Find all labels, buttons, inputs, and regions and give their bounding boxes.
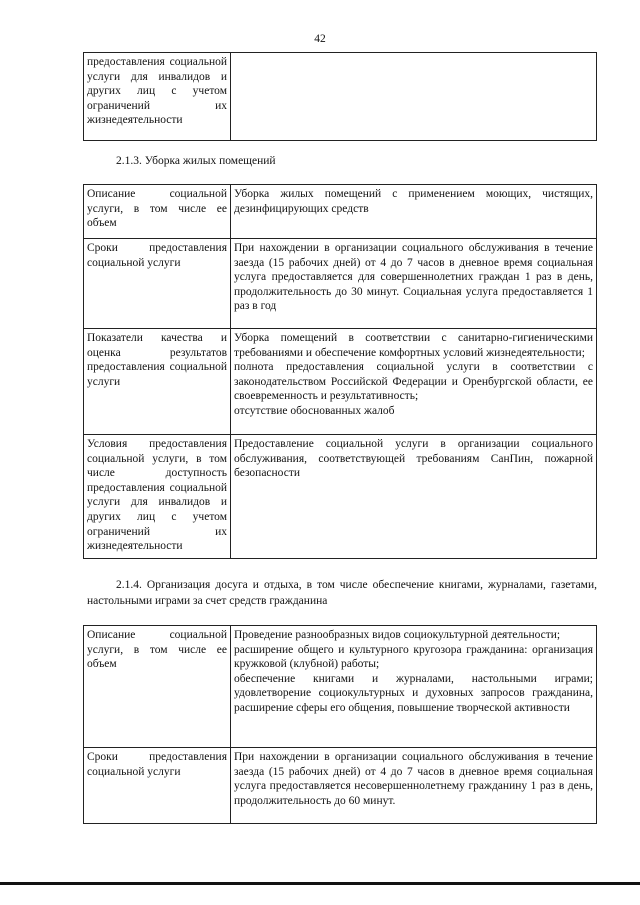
row-value-line: Проведение разнообразных видов социокультурной деятельности; bbox=[234, 629, 561, 641]
row-value-line: При нахождении в организации социального обслуживания в течение заезда (15 рабочих дней) от 4 до 7 часов в дневное время социальная услуга предоставляется несовершеннолетнему гражданину 1 раз в день, продолжительность до 60 минут. bbox=[234, 751, 593, 807]
table-row bbox=[84, 53, 597, 141]
row-label: Описание социальной услуги, в том числе ее объем bbox=[84, 185, 231, 239]
row-value-line: Уборка жилых помещений с применением моющих, чистящих, дезинфицирующих средств bbox=[234, 188, 593, 215]
table-row bbox=[84, 626, 597, 748]
row-value bbox=[231, 185, 597, 239]
row-value-line: При нахождении в организации социального обслуживания в течение заезда (15 рабочих дней) от 4 до 7 часов в дневное время социальная услуга предоставляется для совершеннолетних граждан 1 раз в день, продолжительность до 30 минут. Социальная услуга предоставляется 1 раз в год bbox=[234, 242, 593, 313]
row-value bbox=[231, 435, 597, 559]
table-row bbox=[84, 748, 597, 824]
row-label: Сроки предоставления социальной услуги bbox=[84, 239, 231, 329]
row-value bbox=[231, 626, 597, 748]
table-row bbox=[84, 329, 597, 435]
continuation-table bbox=[83, 52, 597, 141]
row-label: Условия предоставления социальной услуги, в том числе доступность предоставления социальной услуги для инвалидов и других лиц с учетом ограничений их жизнедеятельности bbox=[84, 435, 231, 559]
row-value-line: Предоставление социальной услуги в организации социального обслуживания, соответствующей требованиям СанПин, пожарной безопасности bbox=[234, 438, 593, 480]
continuation-value bbox=[231, 53, 597, 141]
row-value bbox=[231, 239, 597, 329]
section-214-heading: 2.1.4. Организация досуга и отдыха, в том числе обеспечение книгами, журналами, газетами, настольными играми за счет средств гражданина bbox=[87, 579, 597, 607]
row-label: Сроки предоставления социальной услуги bbox=[84, 748, 231, 824]
table-row bbox=[84, 435, 597, 559]
row-value bbox=[231, 329, 597, 435]
section-214-table bbox=[83, 625, 597, 824]
page-number: 42 bbox=[314, 33, 326, 45]
row-value bbox=[231, 748, 597, 824]
table-row bbox=[84, 185, 597, 239]
table-row bbox=[84, 239, 597, 329]
page-bottom-rule bbox=[0, 882, 640, 885]
row-value-line: полнота предоставления социальной услуги в соответствии с законодательством Российской Федерации и Оренбургской области, ее своевременность и результативность; bbox=[234, 361, 593, 403]
continuation-label: предоставления социальной услуги для инвалидов и других лиц с учетом ограничений их жизнедеятельности bbox=[84, 53, 231, 141]
row-label: Описание социальной услуги, в том числе ее объем bbox=[84, 626, 231, 748]
row-label: Показатели качества и оценка результатов предоставления социальной услуги bbox=[84, 329, 231, 435]
row-value-line: отсутствие обоснованных жалоб bbox=[234, 404, 395, 417]
row-value-line: расширение общего и культурного кругозора гражданина: организация кружковой (клубной) работы; bbox=[234, 643, 593, 671]
row-value-line: обеспечение книгами и журналами, настольными играми; удовлетворение социокультурных и духовных запросов гражданина, расширение сферы его общения, повышение творческой активности bbox=[234, 672, 593, 714]
row-value-line: Уборка помещений в соответствии с санитарно-гигиеническими требованиями и обеспечение комфортных условий жизнедеятельности; bbox=[234, 332, 593, 359]
section-213-table bbox=[83, 184, 597, 559]
section-213-heading: 2.1.3. Уборка жилых помещений bbox=[116, 155, 276, 167]
